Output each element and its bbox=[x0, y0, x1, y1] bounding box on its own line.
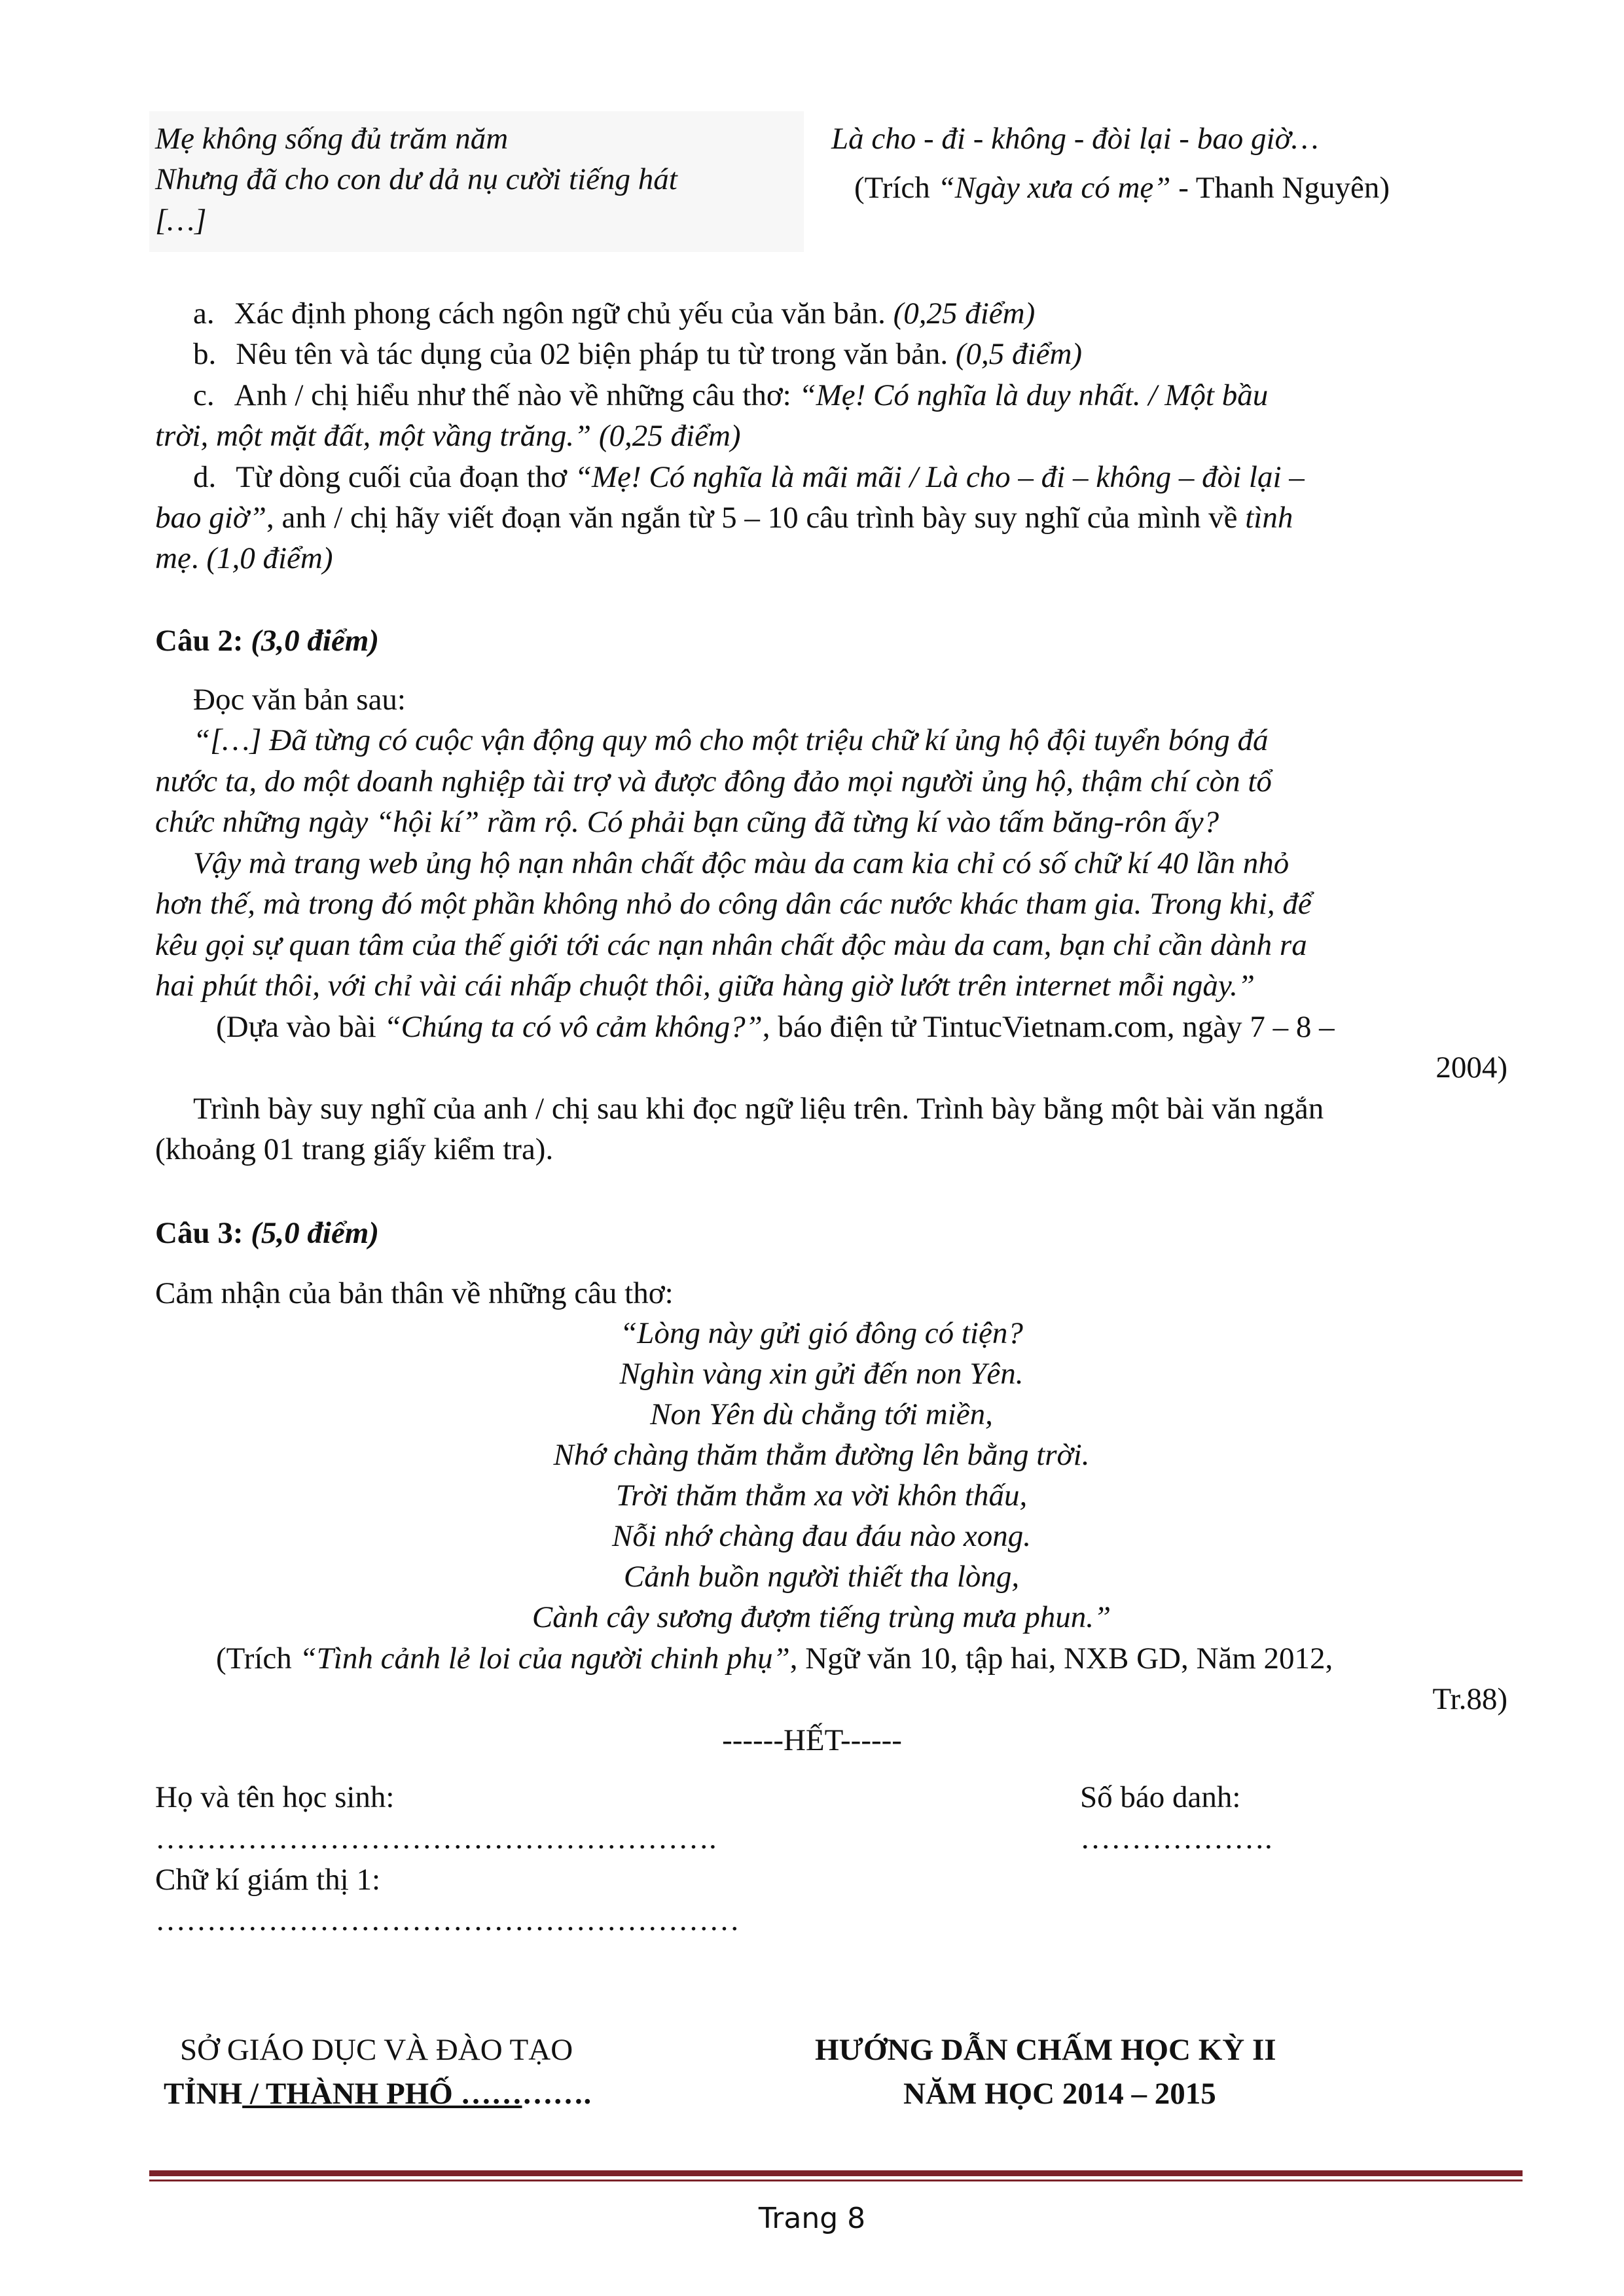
q2-source: (Dựa vào bài “Chúng ta có vô cảm không?”, báo điện tử TintucVietnam.com, ngày 7 – 8 – bbox=[216, 1010, 1335, 1044]
q2-passage-line: “[…] Đã từng có cuộc vận động quy mô cho một triệu chữ kí ủng hộ đội tuyển bóng đá bbox=[193, 723, 1269, 757]
q3-poem-line: Nghìn vàng xin gửi đến non Yên. bbox=[619, 1357, 1024, 1391]
q2-task: Trình bày suy nghĩ của anh / chị sau khi đọc ngữ liệu trên. Trình bày bằng một bài văn ngắn bbox=[193, 1092, 1324, 1126]
proctor-signature-label: Chữ kí giám thị 1: bbox=[155, 1863, 381, 1897]
q3-poem-line: Cành cây sương đượm tiếng trùng mưa phun.” bbox=[532, 1600, 1111, 1634]
footer-rule bbox=[149, 2170, 1523, 2176]
poem-line: Nhưng đã cho con dư dả nụ cười tiếng hát bbox=[155, 162, 677, 196]
q2-task-cont: (khoảng 01 trang giấy kiểm tra). bbox=[155, 1132, 554, 1166]
q1-item-d-cont2: mẹ. (1,0 điểm) bbox=[155, 541, 333, 575]
q3-heading: Câu 3: (5,0 điểm) bbox=[155, 1216, 380, 1250]
q3-poem-line: Nhớ chàng thăm thẳm đường lên bằng trời. bbox=[553, 1438, 1090, 1472]
q1-item-c-cont: trời, một mặt đất, một vầng trăng.” (0,25 điểm) bbox=[155, 419, 741, 453]
student-id-field[interactable]: ………………. bbox=[1080, 1821, 1272, 1856]
q1-item-b: b. Nêu tên và tác dụng của 02 biện pháp tu từ trong văn bản. (0,5 điểm) bbox=[193, 337, 1083, 371]
q3-poem-line: Nỗi nhớ chàng đau đáu nào xong. bbox=[612, 1519, 1031, 1553]
footer-rule-thin bbox=[149, 2179, 1523, 2181]
school-year: NĂM HỌC 2014 – 2015 bbox=[903, 2077, 1216, 2111]
q3-source: (Trích “Tình cảnh lẻ loi của người chinh phụ”, Ngữ văn 10, tập hai, NXB GD, Năm 2012, bbox=[216, 1641, 1333, 1676]
q2-intro: Đọc văn bản sau: bbox=[193, 683, 406, 717]
department-name: SỞ GIÁO DỤC VÀ ĐÀO TẠO bbox=[180, 2033, 573, 2067]
poem-line: […] bbox=[155, 204, 207, 238]
q1-item-a: a. Xác định phong cách ngôn ngữ chủ yếu của văn bản. (0,25 điểm) bbox=[193, 296, 1036, 331]
q1-item-d-cont: bao giờ”, anh / chị hãy viết đoạn văn ngắn từ 5 – 10 câu trình bày suy nghĩ của mình về tình bbox=[155, 501, 1293, 535]
poem-citation: (Trích “Ngày xưa có mẹ” - Thanh Nguyên) bbox=[854, 171, 1390, 205]
q3-source-page: Tr.88) bbox=[1432, 1682, 1507, 1716]
q3-poem-line: Trời thăm thẳm xa vời khôn thấu, bbox=[615, 1479, 1028, 1513]
q1-item-d: d. Từ dòng cuối của đoạn thơ “Mẹ! Có nghĩa là mãi mãi / Là cho – đi – không – đòi lại – bbox=[193, 460, 1305, 494]
poem-line: Mẹ không sống đủ trăm năm bbox=[155, 122, 509, 156]
province-line: TỈNH / THÀNH PHỐ …………. bbox=[164, 2077, 592, 2111]
grading-guide-title: HƯỚNG DẪN CHẤM HỌC KỲ II bbox=[815, 2033, 1276, 2067]
end-mark: ------HẾT------ bbox=[722, 1723, 902, 1757]
q2-passage-line: Vậy mà trang web ủng hộ nạn nhân chất độc màu da cam kia chỉ có số chữ kí 40 lần nhỏ bbox=[193, 846, 1290, 880]
student-name-label: Họ và tên học sinh: bbox=[155, 1780, 395, 1814]
q3-poem-line: Non Yên dù chẳng tới miền, bbox=[650, 1397, 993, 1431]
student-name-field[interactable]: ………………………………………………. bbox=[155, 1821, 717, 1856]
proctor-signature-field[interactable]: ………………………………………………… bbox=[155, 1903, 740, 1937]
q1-item-c: c. Anh / chị hiểu như thế nào về những câu thơ: “Mẹ! Có nghĩa là duy nhất. / Một bầu bbox=[193, 378, 1269, 412]
poem-line: Là cho - đi - không - đòi lại - bao giờ… bbox=[831, 122, 1319, 156]
q2-passage-line: hơn thế, mà trong đó một phần không nhỏ do công dân các nước khác tham gia. Trong khi, để bbox=[155, 887, 1312, 921]
q2-passage-line: nước ta, do một doanh nghiệp tài trợ và được đông đảo mọi người ủng hộ, thậm chí còn tổ bbox=[155, 764, 1272, 798]
q3-poem-line: “Lòng này gửi gió đông có tiện? bbox=[620, 1316, 1023, 1350]
q3-intro: Cảm nhận của bản thân về những câu thơ: bbox=[155, 1276, 674, 1310]
q2-passage-line: chức những ngày “hội kí” rầm rộ. Có phải bạn cũng đã từng kí vào tấm băng-rôn ấy? bbox=[155, 805, 1219, 839]
q3-poem-line: Cảnh buồn người thiết tha lòng, bbox=[623, 1560, 1020, 1594]
student-id-label: Số báo danh: bbox=[1080, 1780, 1241, 1814]
q2-source-year: 2004) bbox=[1435, 1050, 1507, 1085]
q2-passage-line: hai phút thôi, với chỉ vài cái nhấp chuột thôi, giữa hàng giờ lướt trên internet mỗi ngày.” bbox=[155, 969, 1255, 1003]
q2-passage-line: kêu gọi sự quan tâm của thế giới tới các nạn nhân chất độc màu da cam, bạn chỉ cần dành ra bbox=[155, 928, 1307, 962]
page-number: Trang 8 bbox=[758, 2202, 866, 2235]
q2-heading: Câu 2: (3,0 điểm) bbox=[155, 624, 380, 658]
